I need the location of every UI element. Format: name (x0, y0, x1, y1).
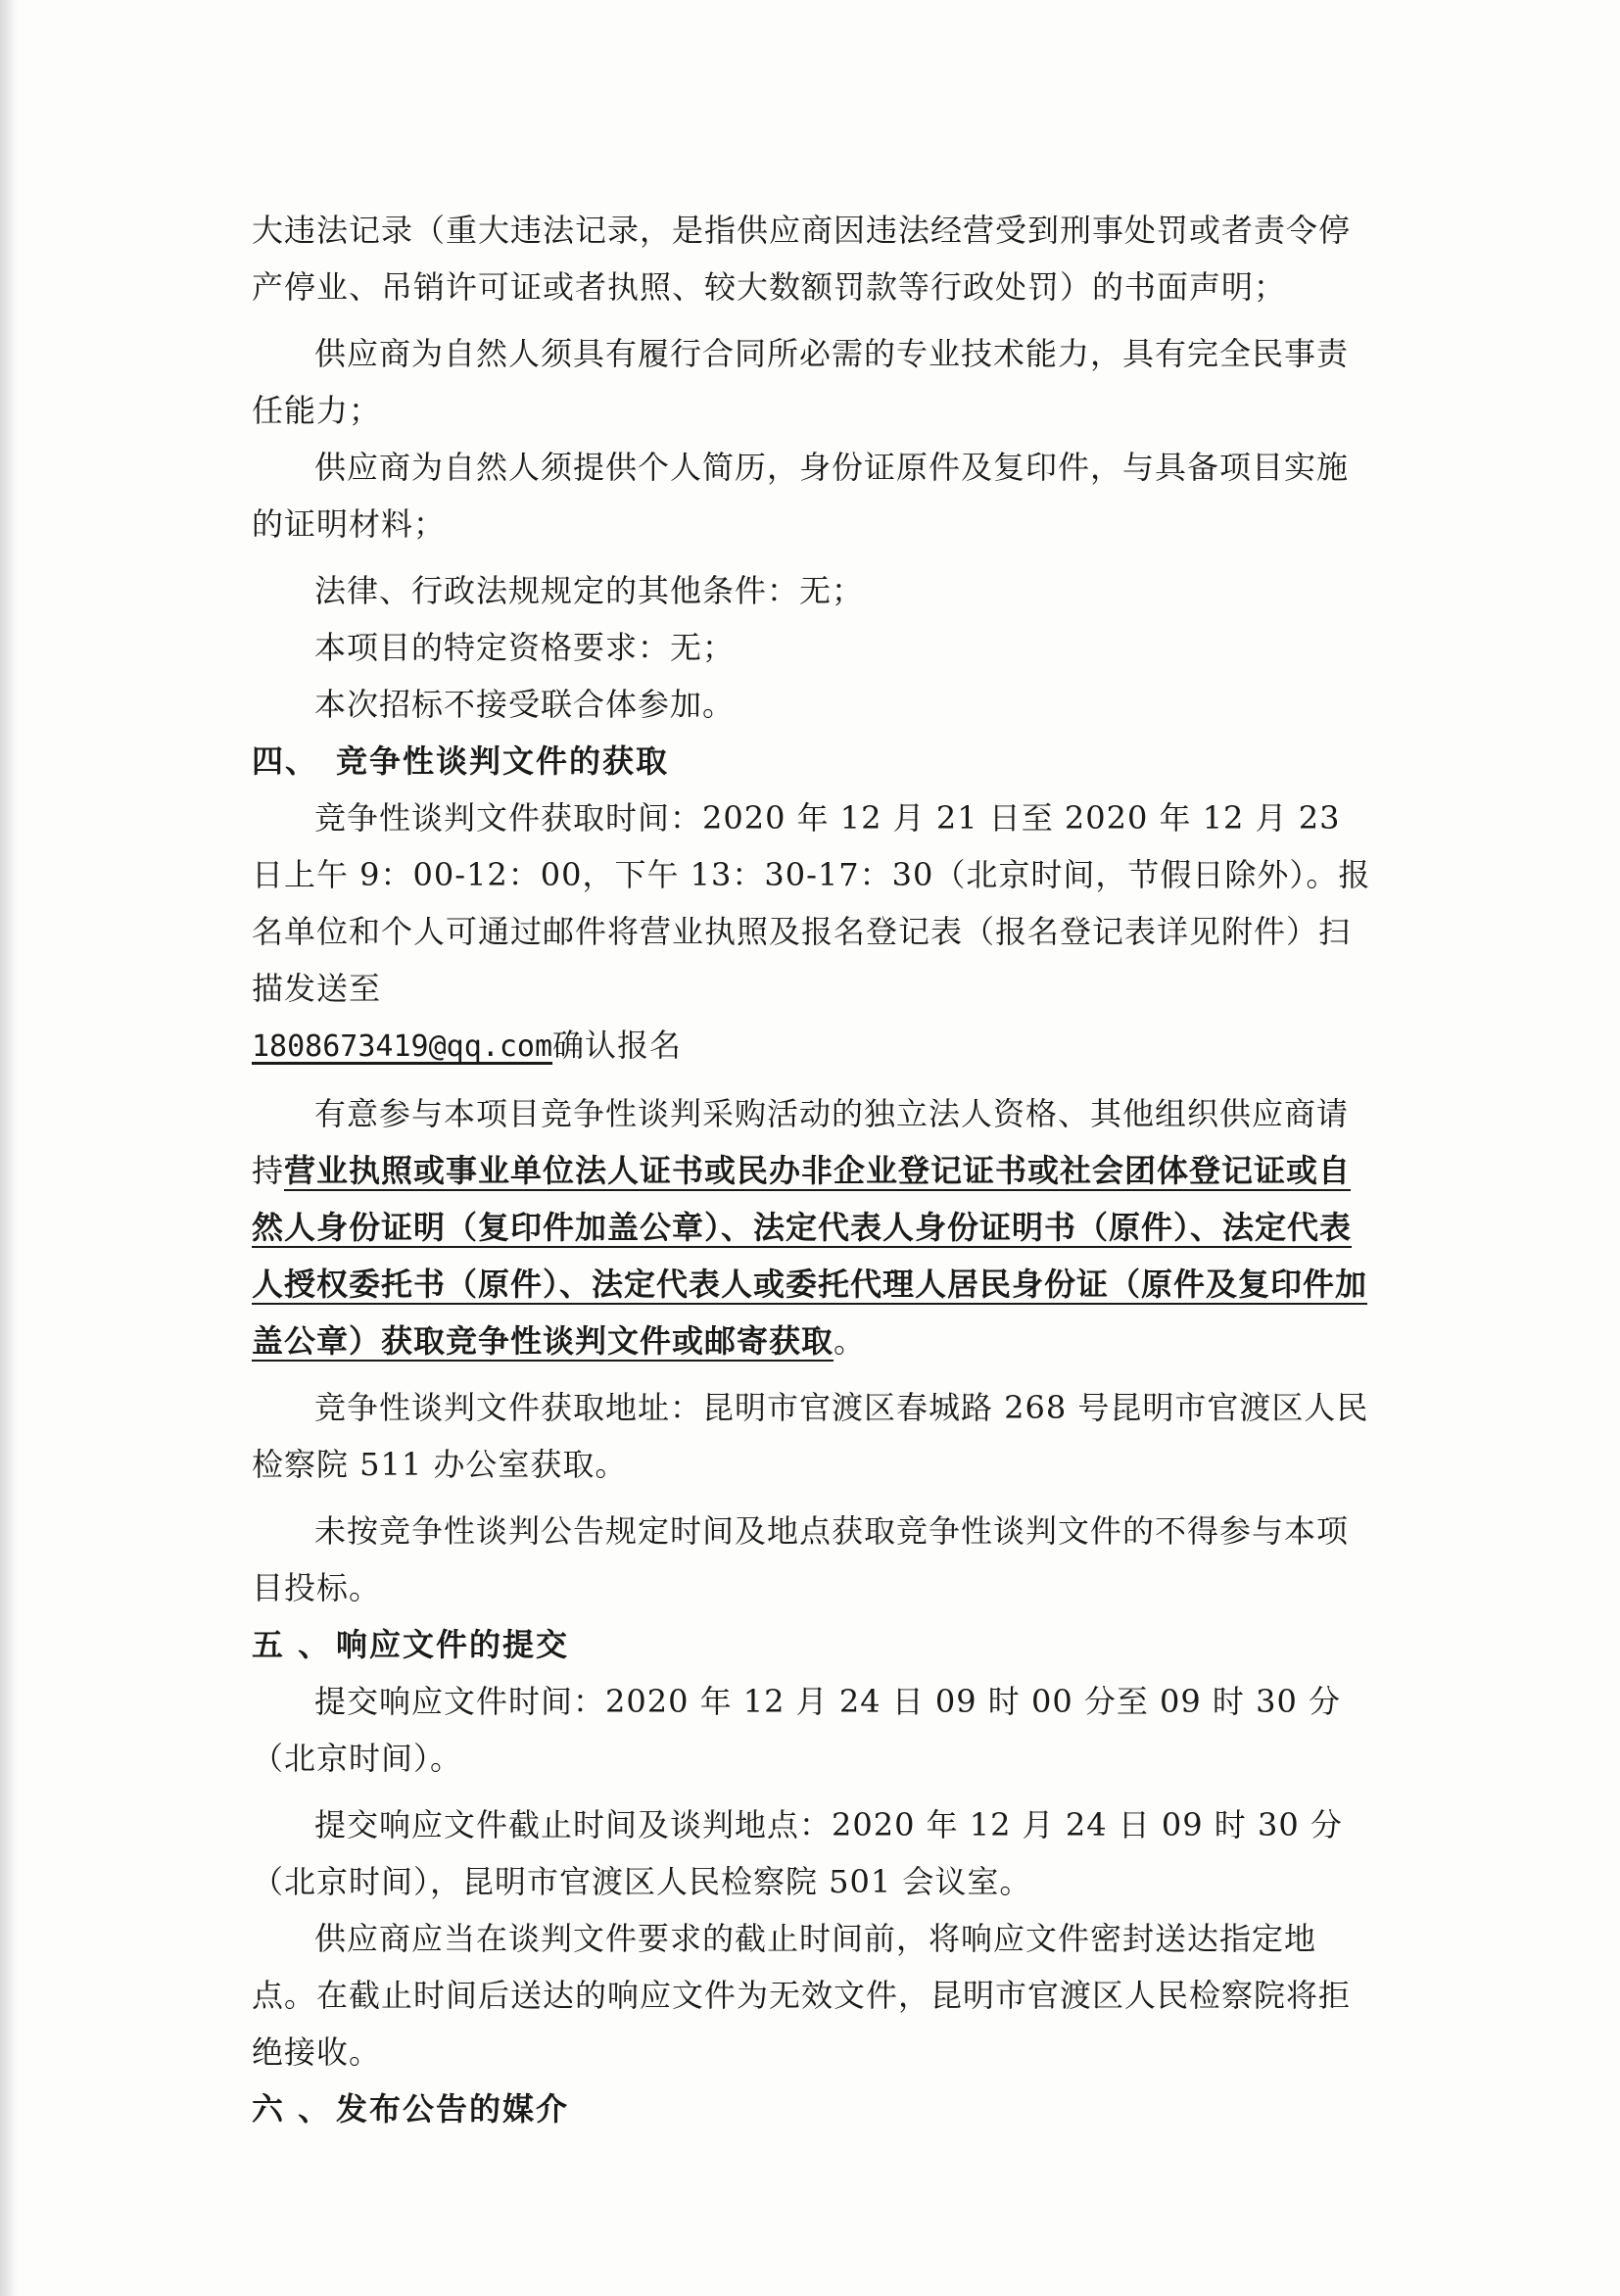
section-number: 五 、 (252, 1626, 332, 1663)
scan-edge-shadow (0, 0, 18, 2296)
paragraph-natural-person-ability: 供应商为自然人须具有履行合同所必需的专业技术能力，具有完全民事责任能力； (252, 335, 1350, 429)
paragraph-qualification-documents (252, 1085, 1378, 1369)
paragraph-submission-time: 提交响应文件时间：2020 年 12 月 24 日 09 时 00 分至 09 时 30 分（北京时间）。 (252, 1683, 1341, 1777)
paragraph-no-consortium: 本次招标不接受联合体参加。 (314, 686, 736, 723)
acquisition-time-text: 竞争性谈判文件获取时间：2020 年 12 月 21 日至 2020 年 12 月 23 日上午 9：00-12：00，下午 13：30-17：30（北京时间，节假日除外）。报名单位和个人可通过邮件将营业执照及报名登记表（报名登记表详见附件）扫描发送至 (252, 799, 1371, 1007)
requirements-end: 。 (834, 1322, 867, 1360)
section-heading-5 (252, 1616, 1378, 1673)
paragraph-specific-requirements: 本项目的特定资格要求：无； (314, 629, 736, 666)
paragraph-violation-record: 大违法记录（重大违法记录，是指供应商因违法经营受到刑事处罚或者责令停产停业、吊销许可证或者执照、较大数额罚款等行政处罚）的书面声明； (252, 212, 1352, 306)
qualification-intro: 有意参与本项目竞争性谈判采购活动的独立法人资格、其他组织供应商请持 (252, 1095, 1350, 1189)
paragraph-other-conditions: 法律、行政法规规定的其他条件：无； (314, 572, 865, 609)
paragraph-acquisition-time (252, 789, 1378, 1076)
paragraph-acquisition-address: 竞争性谈判文件获取地址：昆明市官渡区春城路 268 号昆明市官渡区人民检察院 511 办公室获取。 (252, 1389, 1369, 1483)
paragraph-acquisition-notice: 未按竞争性谈判公告规定时间及地点获取竞争性谈判文件的不得参与本项目投标。 (252, 1512, 1350, 1606)
paragraph-sealed-delivery: 供应商应当在谈判文件要求的截止时间前，将响应文件密封送达指定地点。在截止时间后送达的响应文件为无效文件，昆明市官渡区人民检察院将拒绝接收。 (252, 1920, 1352, 2071)
required-documents-list: 营业执照或事业单位法人证书或民办非企业登记证书或社会团体登记证或自然人身份证明（复印件加盖公章）、法定代表人身份证明书（原件）、法定代表人授权委托书（原件）、法定代表人或委托代理人居民身份证（原件及复印件加盖公章）获取竞争性谈判文件或邮寄获取 (252, 1152, 1368, 1360)
paragraph-submission-deadline: 提交响应文件截止时间及谈判地点：2020 年 12 月 24 日 09 时 30 分（北京时间），昆明市官渡区人民检察院 501 会议室。 (252, 1806, 1343, 1900)
section-title: 发布公告的媒介 (336, 2090, 570, 2128)
confirm-registration-text: 确认报名 (552, 1027, 683, 1064)
section-number: 四、 (252, 742, 319, 780)
paragraph-natural-person-documents: 供应商为自然人须提供个人简历，身份证原件及复印件，与具备项目实施的证明材料； (252, 449, 1350, 543)
contact-email: 1808673419@qq.com (252, 1029, 553, 1064)
document-body (252, 202, 1378, 2137)
section-title: 竞争性谈判文件的获取 (336, 742, 670, 780)
section-heading-4 (252, 733, 1378, 789)
section-heading-6 (252, 2081, 1378, 2137)
section-title: 响应文件的提交 (336, 1626, 570, 1663)
section-number: 六 、 (252, 2090, 332, 2128)
